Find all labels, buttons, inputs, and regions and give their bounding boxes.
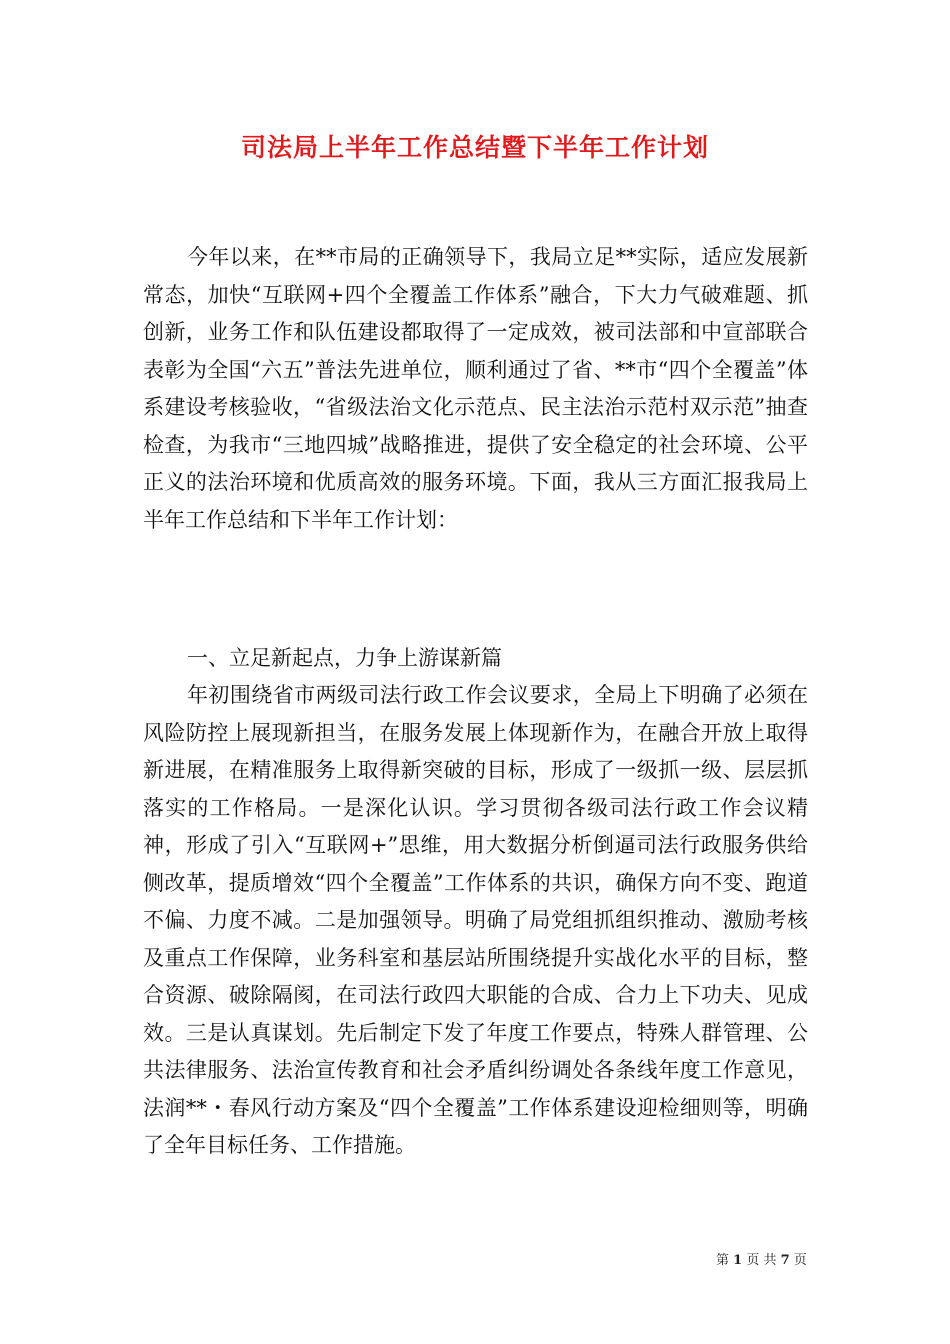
- intro-paragraph: 今年以来，在**市局的正确领导下，我局立足**实际，适应发展新常态，加快“互联网+四个全覆盖工作体系”融合，下大力气破难题、抓创新，业务工作和队伍建设都取得了一定成效，被司法部和中宣部联合表彰为全国“六五”普法先进单位，顺利通过了省、**市“四个全覆盖”体系建设考核验收，“省级法治文化示范点、民主法治示范村双示范”抽查检查，为我市“三地四城”战略推进，提供了安全稳定的社会环境、公平正义的法治环境和优质高效的服务环境。下面，我从三方面汇报我局上半年工作总结和下半年工作计划：: [143, 245, 808, 532]
- current-page-number: 1: [733, 1253, 743, 1268]
- section-paragraph: 年初围绕省市两级司法行政工作会议要求，全局上下明确了必须在风险防控上展现新担当，在服务发展上体现新作为，在融合开放上取得新进展，在精准服务上取得新突破的目标，形成了一级抓一级、层层抓落实的工作格局。一是深化认识。学习贯彻各级司法行政工作会议精神，形成了引入“互联网+”思维，用大数据分析倒逼司法行政服务供给侧改革，提质增效“四个全覆盖”工作体系的共识，确保方向不变、跑道不偏、力度不减。二是加强领导。明确了局党组抓组织推动、激励考核及重点工作保障，业务科室和基层站所围绕提升实战化水平的目标，整合资源、破除隔阂，在司法行政四大职能的合成、合力上下功夫、见成效。三是认真谋划。先后制定下发了年度工作要点，特殊人群管理、公共法律服务、法治宣传教育和社会矛盾纠纷调处各条线年度工作意见，法润**・春风行动方案及“四个全覆盖”工作体系建设迎检细则等，明确了全年目标任务、工作措施。: [143, 683, 808, 1157]
- total-page-number: 7: [780, 1253, 790, 1268]
- footer-middle: 页 共: [746, 1253, 777, 1268]
- footer-prefix: 第: [716, 1253, 730, 1268]
- section-heading: 一、立足新起点，力争上游谋新篇: [187, 646, 502, 670]
- footer-suffix: 页: [793, 1253, 807, 1268]
- document-title: 司法局上半年工作总结暨下半年工作计划: [240, 133, 709, 162]
- page-number-footer: [716, 1249, 807, 1268]
